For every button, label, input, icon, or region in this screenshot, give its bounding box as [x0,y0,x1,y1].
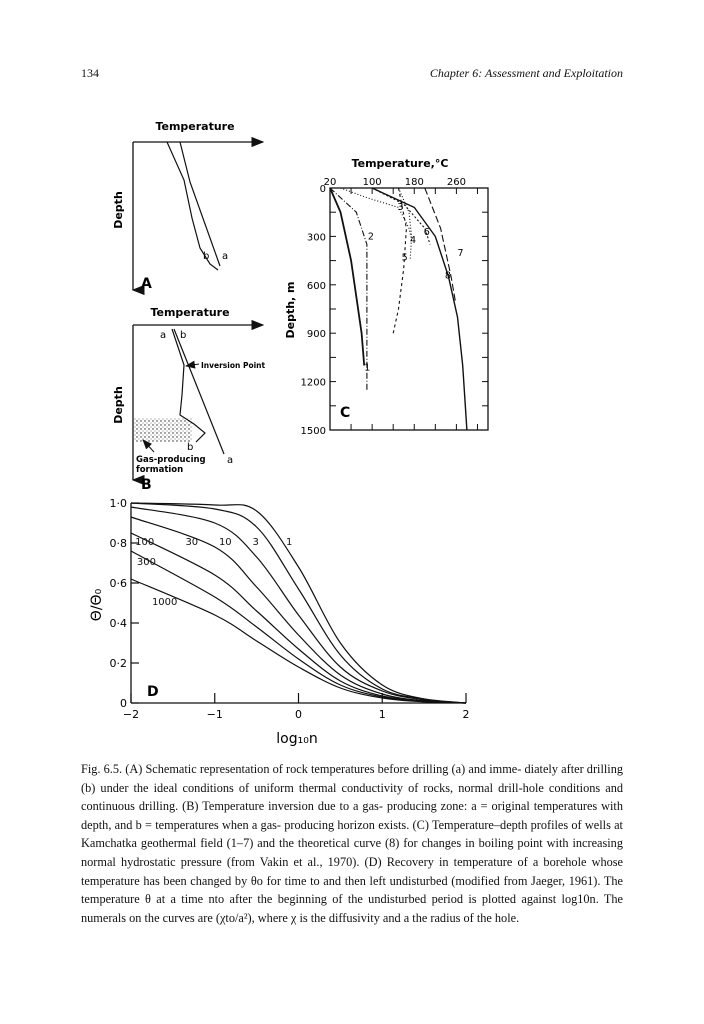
panel-c-y-ticks [301,184,488,437]
panel-c-letter: C [340,405,351,421]
c-y-tick-label: 300 [306,232,326,244]
c-curve-label: 2 [367,231,374,243]
inversion-point-label: Inversion Point [201,361,266,370]
panel-a-label-a: a [222,251,229,262]
d-curve-label: 1000 [151,597,178,608]
d-curve-label: 300 [136,557,156,568]
d-curve-label: 3 [252,537,259,548]
panel-a-curve-b [167,142,218,270]
panel-c-x-title: Temperature,°C [351,157,449,170]
d-y-tick-label: 1·0 [109,497,127,510]
d-x-tick-label: 1 [378,708,386,721]
d-y-tick-label: 0 [120,697,127,710]
caption-line-2: diately after drilling (b) under the ideal conditions of uniform thermal conductivity of rocks, [81,762,624,795]
panel-b-y-title: Depth [112,386,125,424]
caption-line-7: hydrostatic pressure (from Vakin et al., 1970). (D) Recovery in temperature of a borehole [120,854,587,869]
d-curve-100 [131,533,466,703]
panel-b-label-a-low: a [227,455,234,466]
running-title: Chapter 6: Assessment and Exploitation [429,66,623,80]
gas-zone-shading [134,418,192,442]
c-curve-1 [330,188,364,366]
caption-line-1: (A) Schematic representation of rock temperatures before drilling (a) and imme- [125,762,522,776]
figure-caption [81,760,623,927]
panel-d-letter: D [147,684,159,700]
c-x-tick-label: 20 [323,177,337,188]
d-y-tick-label: 0·2 [109,657,127,670]
panel-c [284,157,488,437]
panel-a-letter: A [141,276,152,292]
caption-line-6: field (1–7) and the theoretical curve (8) for changes in boiling point with increasing normal [81,836,623,869]
c-y-tick-label: 1500 [300,426,326,437]
panel-a-label-b: b [203,251,210,262]
c-x-tick-label: 100 [362,177,382,188]
caption-fig-label: Fig. 6.5. [81,762,123,776]
d-x-tick-label: 2 [462,708,470,721]
c-curve-label: 5 [401,252,408,264]
panel-a [112,120,263,292]
caption-line-11: diffusivity and a the radius of the hole. [328,910,520,925]
d-curve-300 [131,551,466,703]
caption-line-10: period is plotted against log10n. The numerals on the curves are (χto/a²), where χ is the [81,892,623,925]
panel-b-label-b-low: b [187,442,194,453]
c-y-tick-label: 900 [306,329,326,341]
panel-d-x-title: log₁₀n [276,731,318,747]
c-curve-3 [341,188,412,240]
gas-zone-label-1: Gas-producing [136,455,206,465]
panel-b [112,306,266,493]
panel-b-label-a-top: a [160,330,167,341]
d-curve-label: 10 [218,537,232,548]
c-curve-8 [372,188,467,430]
panel-c-curves [330,188,467,430]
c-y-tick-label: 600 [306,280,326,292]
panel-a-y-title: Depth [112,191,125,229]
gas-zone-label-2: formation [136,465,184,475]
d-x-tick-label: 0 [295,708,302,721]
panel-c-y-title: Depth, m [284,281,297,339]
c-curve-label: 7 [457,247,464,259]
d-y-tick-label: 0·4 [109,617,127,630]
caption-line-9: from Jaeger, 1961). The temperature θ at a time nto after the beginning of the undisturbed [81,873,624,907]
c-curve-2 [330,188,367,390]
c-curve-label: 4 [410,234,417,246]
caption-line-4: producing zone: a = original temperatures with depth, and b = temperatures when a gas- [81,799,624,832]
caption-line-5: producing horizon exists. (C) Temperature–depth profiles of wells at Kamchatka geothermal [81,817,623,851]
panel-d-y-title: Θ/Θ₀ [89,588,105,622]
c-x-tick-label: 180 [404,177,424,188]
panel-a-x-title: Temperature [155,120,235,133]
panel-b-letter: B [141,477,152,493]
panel-d-y-ticks [110,497,140,710]
d-y-tick-label: 0·6 [109,577,127,590]
caption-line-8: whose temperature has been changed by θo for time to and then left undisturbed (modified [81,854,623,888]
d-curve-label: 1 [285,537,293,548]
d-curve-10 [131,507,466,703]
c-curve-label: 1 [364,362,371,374]
c-x-tick-label: 260 [446,177,466,188]
panel-b-x-title: Temperature [150,306,230,319]
d-curve-30 [131,517,466,703]
caption-line-3: normal drill-hole conditions and continuous drilling. (B) Temperature inversion due to a gas- [81,780,623,814]
d-y-tick-label: 0·8 [109,537,127,550]
d-curve-label: 30 [185,537,199,548]
c-curve-label: 8 [444,270,451,282]
panel-d-curves [131,503,466,703]
c-y-tick-label: 1200 [300,377,326,389]
panel-d [89,497,470,747]
d-curve-label: 100 [135,537,155,548]
c-y-tick-label: 0 [319,184,326,195]
panel-b-label-b-top: b [180,330,187,341]
c-curve-label: 3 [397,201,404,213]
d-x-tick-label: −2 [122,708,140,721]
d-curve-1000 [131,579,466,703]
page-number: 134 [81,66,99,80]
c-curve-label: 6 [423,226,430,238]
d-x-tick-label: −1 [206,708,223,721]
